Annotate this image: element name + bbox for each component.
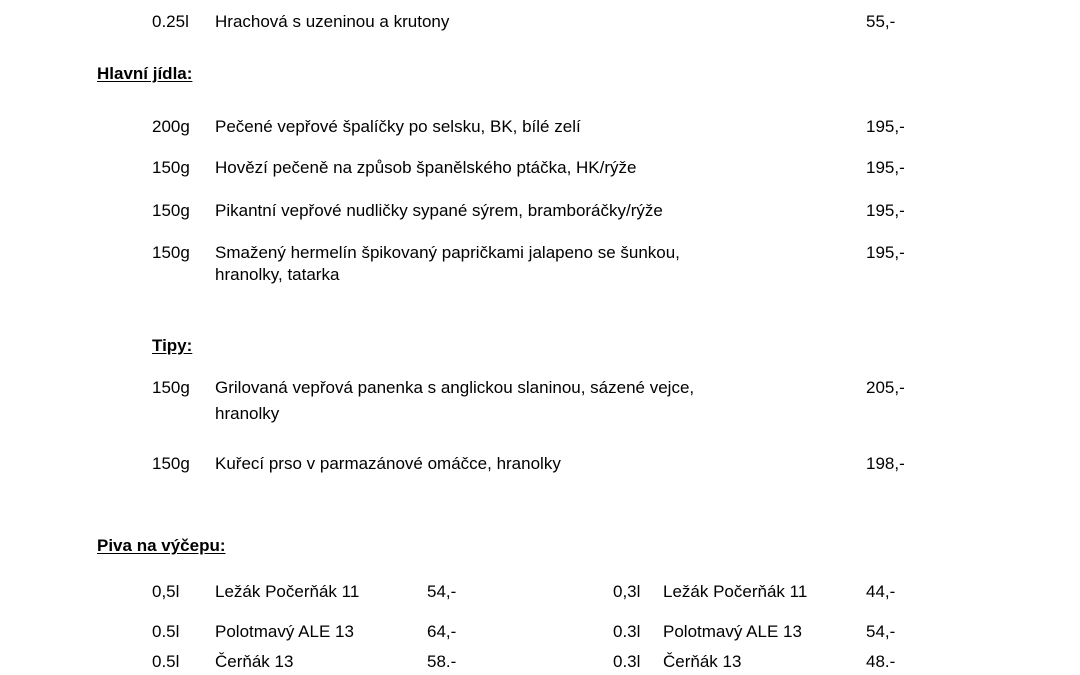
main-dish-1-price: 195,- [866, 117, 905, 136]
tips-heading: Tipy: [152, 336, 193, 355]
main-dish-4-quantity: 150g [152, 243, 190, 262]
beer-3-large-name: Čerňák 13 [215, 652, 294, 671]
beer-1-large-quantity: 0,5l [152, 582, 180, 601]
tip-1-quantity: 150g [152, 378, 190, 397]
beer-1-small-quantity: 0,3l [613, 582, 641, 601]
main-dish-3-name: Pikantní vepřové nudličky sypané sýrem, bramboráčky/rýže [215, 201, 663, 220]
tip-2-quantity: 150g [152, 454, 190, 473]
beer-3-small-quantity: 0.3l [613, 652, 641, 671]
beer-3-small-price: 48.- [866, 652, 896, 671]
beer-1-large-price: 54,- [427, 582, 457, 601]
main-dish-2-quantity: 150g [152, 158, 190, 177]
beer-3-small-name: Čerňák 13 [663, 652, 742, 671]
main-dish-4-name: Smažený hermelín špikovaný papričkami jalapeno se šunkou, [215, 243, 680, 262]
beer-2-large-quantity: 0.5l [152, 622, 180, 641]
main-dish-2-price: 195,- [866, 158, 905, 177]
beer-heading: Piva na výčepu: [97, 536, 226, 555]
beer-1-large-name: Ležák Počerňák 11 [215, 582, 360, 601]
tip-1-name-line2: hranolky [215, 404, 280, 423]
beer-3-large-price: 58.- [427, 652, 457, 671]
main-dish-3-price: 195,- [866, 201, 905, 220]
tip-1-name: Grilovaná vepřová panenka s anglickou slaninou, sázené vejce, [215, 378, 695, 397]
beer-3-large-quantity: 0.5l [152, 652, 180, 671]
beer-2-small-price: 54,- [866, 622, 896, 641]
main-dish-1-name: Pečené vepřové špalíčky po selsku, BK, bílé zelí [215, 117, 581, 136]
tip-2-name: Kuřecí prso v parmazánové omáčce, hranolky [215, 454, 561, 473]
main-dish-4-name-line2: hranolky, tatarka [215, 265, 340, 284]
beer-2-small-quantity: 0.3l [613, 622, 641, 641]
beer-2-large-price: 64,- [427, 622, 457, 641]
beer-2-large-name: Polotmavý ALE 13 [215, 622, 354, 641]
tip-2-price: 198,- [866, 454, 905, 473]
beer-1-small-price: 44,- [866, 582, 896, 601]
tip-1-price: 205,- [866, 378, 905, 397]
main-dish-4-price: 195,- [866, 243, 905, 262]
soup-quantity: 0.25l [152, 12, 189, 31]
soup-price: 55,- [866, 12, 896, 31]
main-dish-2-name: Hovězí pečeně na způsob španělského ptáčka, HK/rýže [215, 158, 637, 177]
main-dishes-heading: Hlavní jídla: [97, 64, 193, 83]
main-dish-3-quantity: 150g [152, 201, 190, 220]
beer-1-small-name: Ležák Počerňák 11 [663, 582, 808, 601]
soup-name: Hrachová s uzeninou a krutony [215, 12, 450, 31]
beer-2-small-name: Polotmavý ALE 13 [663, 622, 802, 641]
main-dish-1-quantity: 200g [152, 117, 190, 136]
